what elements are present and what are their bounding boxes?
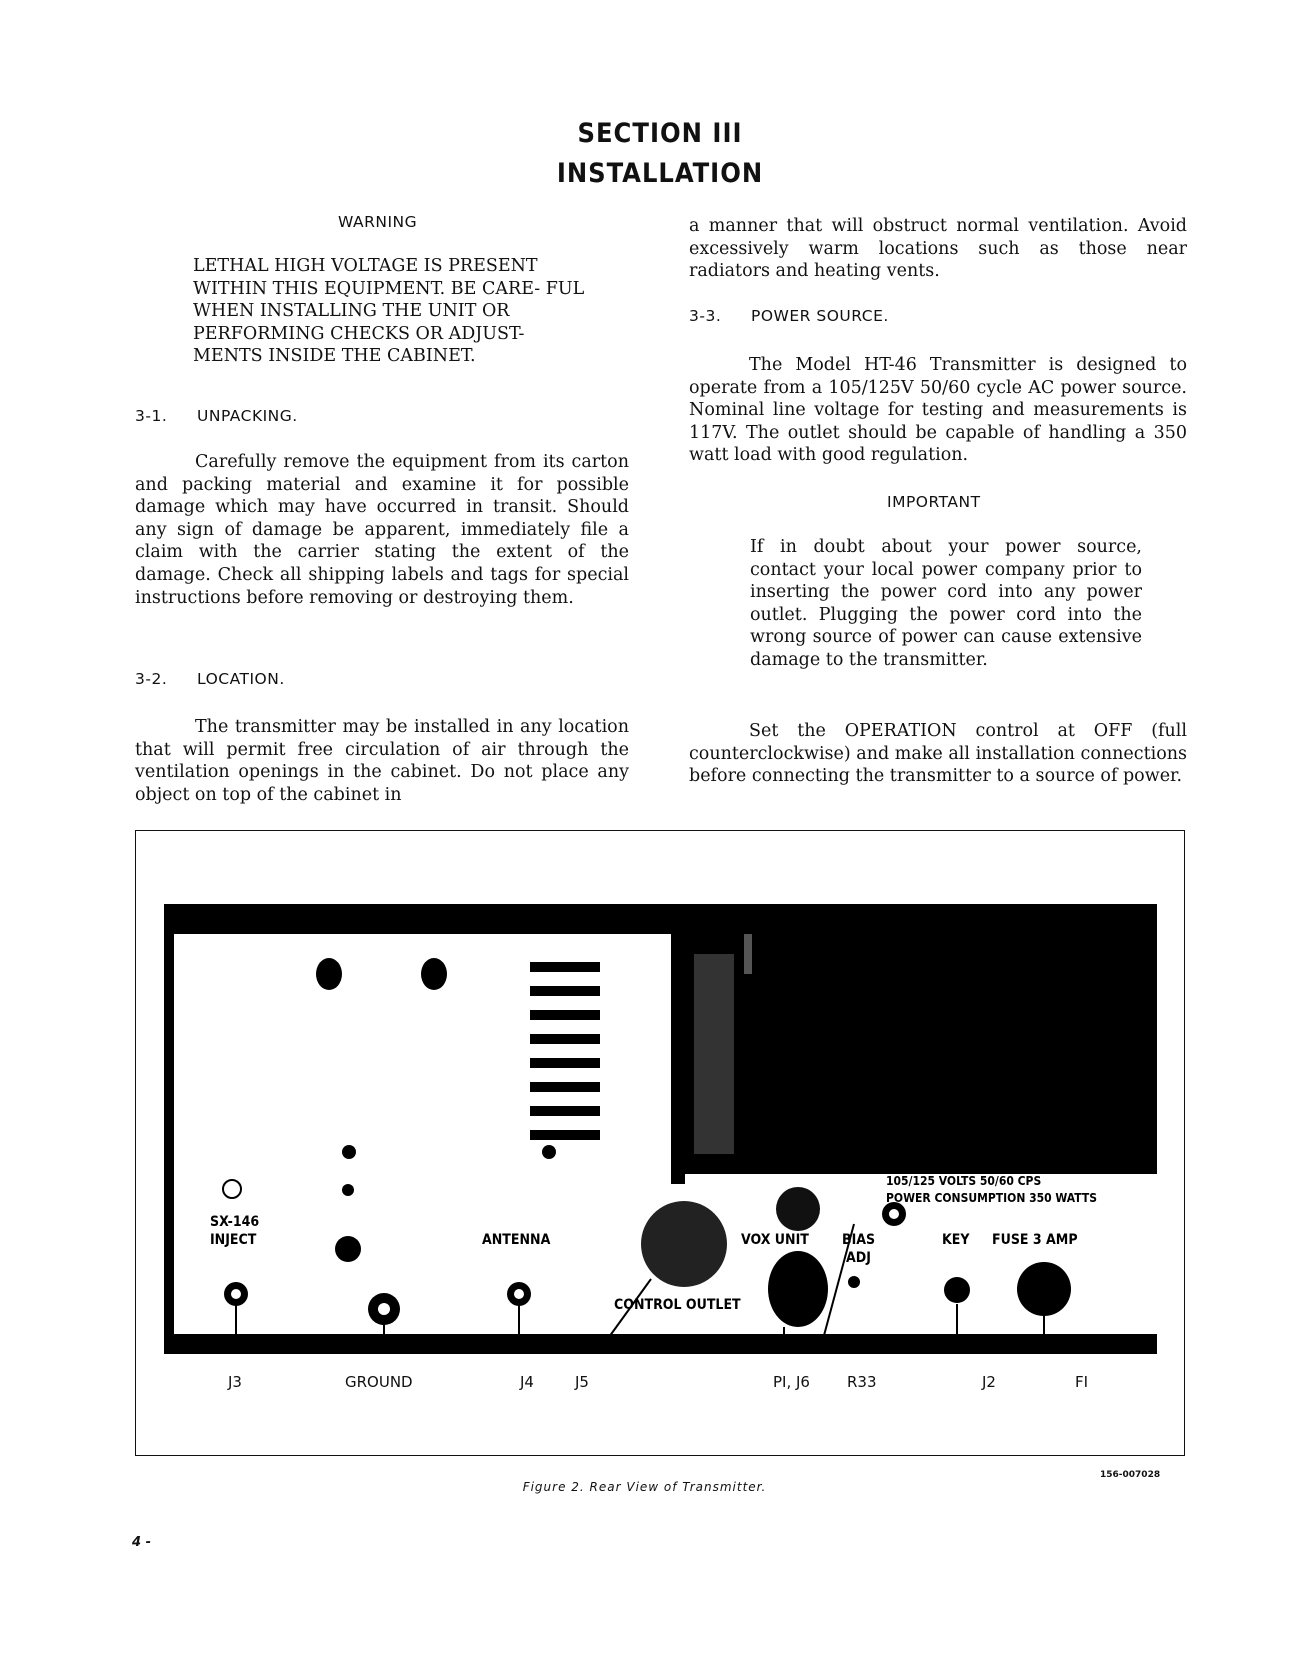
important-heading: IMPORTANT [887,493,981,511]
panel-vox: VOX UNIT [741,1232,809,1248]
s32-number: 3-2. [135,670,168,688]
s33-text: The Model HT-46 Transmitter is designed to operate from a 105/125V 50/60 cycle AC power source. Nominal line voltage for testing and measurements is 117V. The outlet should be capable of handling a 350 watt load with good regulation. [689,355,1187,466]
s32-text: The transmitter may be installed in any location that will permit free circulation of air through the ventilation openings in the cabinet. Do not place any object on top of the cabinet in [135,717,629,805]
transmitter-rear-photo [164,904,1157,1354]
callout-j3: J3 [228,1373,242,1391]
final-paragraph: Set the OPERATION control at OFF (full counterclockwise) and make all installation connections before connecting the transmitter to a source of power. [689,721,1187,787]
panel-inject: INJECT [210,1232,257,1248]
panel-fuse: FUSE 3 AMP [992,1232,1078,1248]
callout-j5: J5 [575,1373,589,1391]
page-title: INSTALLATION [556,158,764,189]
callout-j2: J2 [982,1373,996,1391]
panel-volts: 105/125 VOLTS 50/60 CPS [886,1174,1042,1188]
important-text: If in doubt about your power source, contact your local power company prior to inserting the power cord into any power outlet. Plugging the power cord into the wrong source of power can cause extensive damage to the transmitter. [750,537,1142,670]
panel-model: MODEL HT-46 [884,1149,999,1169]
panel-antenna: ANTENNA [482,1232,551,1248]
s31-number: 3-1. [135,407,168,425]
s33-heading: POWER SOURCE. [751,307,889,325]
warning-heading: WARNING [338,213,418,231]
s32-continued: a manner that will obstruct normal ventilation. Avoid excessively warm locations such as those near radiators and heating vents. [689,216,1187,282]
panel-control-outlet: CONTROL OUTLET [614,1297,741,1313]
panel-adj: ADJ [846,1250,871,1266]
callout-p1-j6: PI, J6 [773,1373,810,1391]
page-number: 4 - [132,1535,151,1550]
panel-power: POWER CONSUMPTION 350 WATTS [886,1191,1097,1205]
s31-heading: UNPACKING. [197,407,298,425]
panel-key: KEY [942,1232,970,1248]
s31-text: Carefully remove the equipment from its carton and packing material and examine it for possible damage which may have occurred in transit. Should any sign of damage be apparent, immediately file a claim with the carrier stating the extent of the damage. Check all shipping labels and tags for special instructions before removing or destroying them. [135,452,629,608]
panel-sx146: SX-146 [210,1214,260,1230]
figure-code: 156-007028 [1100,1470,1161,1480]
figure-caption: Figure 2. Rear View of Transmitter. [522,1480,767,1494]
section-number: SECTION III [577,118,743,149]
s33-number: 3-3. [689,307,722,325]
callout-ground: GROUND [345,1373,413,1391]
callout-r33: R33 [847,1373,877,1391]
callout-f1: FI [1075,1373,1089,1391]
callout-j4: J4 [520,1373,534,1391]
s32-heading: LOCATION. [197,670,285,688]
panel-bias: BIAS [842,1232,876,1248]
warning-text: LETHAL HIGH VOLTAGE IS PRESENT WITHIN THIS EQUIPMENT. BE CARE- FUL WHEN INSTALLING THE UNIT OR PERFORMING CHECKS OR ADJUST- MENTS INSIDE THE CABINET. [193,256,585,367]
